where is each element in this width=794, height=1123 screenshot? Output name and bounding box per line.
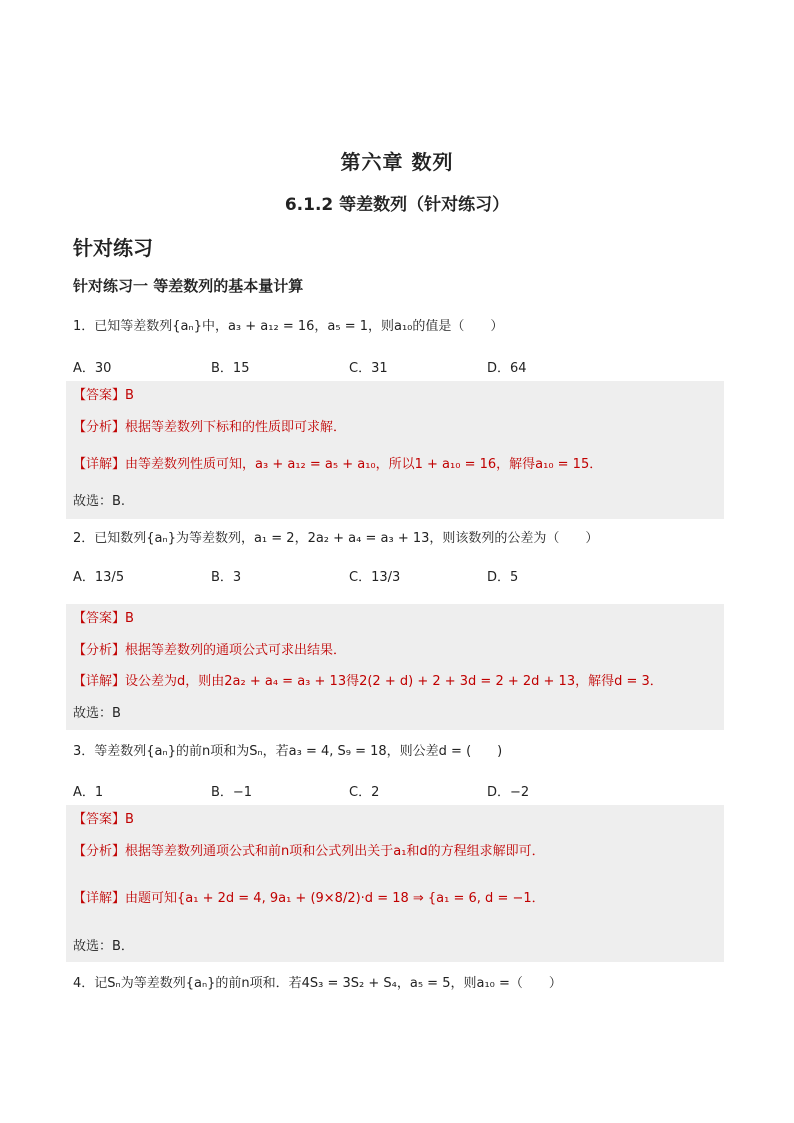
question-1-solution bbox=[66, 381, 724, 519]
analysis-label: 【分析】 bbox=[73, 844, 126, 859]
q2-analysis-line bbox=[73, 642, 346, 660]
q3-answer-line bbox=[73, 811, 134, 829]
q1-option-d: D．64 bbox=[487, 361, 527, 376]
analysis-label: 【分析】 bbox=[73, 420, 126, 435]
question-1-options bbox=[73, 357, 633, 376]
q1-analysis: 根据等差数列下标和的性质即可求解． bbox=[125, 420, 347, 435]
q2-option-c: C．13/3 bbox=[349, 570, 401, 585]
q3-conclusion: 故选：B． bbox=[73, 939, 134, 954]
q2-conclusion: 故选：B bbox=[73, 706, 121, 721]
q1-detail-line bbox=[73, 456, 602, 474]
q3-option-d: D．−2 bbox=[487, 785, 530, 800]
q2-answer: B bbox=[125, 611, 134, 626]
q3-answer: B bbox=[125, 812, 134, 827]
lesson-title: 6.1.2 等差数列（针对练习） bbox=[284, 195, 510, 215]
q2-option-b: B．3 bbox=[211, 570, 242, 585]
q1-answer: B bbox=[125, 388, 134, 403]
detail-label: 【详解】 bbox=[73, 891, 126, 906]
q1-option-b: B．15 bbox=[211, 361, 250, 376]
detail-label: 【详解】 bbox=[73, 674, 126, 689]
q3-analysis-line bbox=[73, 843, 545, 861]
q2-option-a: A．13/5 bbox=[73, 570, 125, 585]
question-3-text: 3．等差数列{aₙ}的前n项和为Sₙ，若a₃ = 4, S₉ = 18，则公差d = ( ) bbox=[73, 744, 503, 759]
question-4-text: 4．记Sₙ为等差数列{aₙ}的前n项和．若4S₃ = 3S₂ + S₄，a₅ = 5，则a₁₀ =（ ） bbox=[73, 976, 562, 991]
q1-detail: 由等差数列性质可知，a₃ + a₁₂ = a₅ + a₁₀，所以1 + a₁₀ = 16，解得a₁₀ = 15． bbox=[125, 457, 603, 472]
q1-answer-line bbox=[73, 387, 134, 405]
q1-option-c: C．31 bbox=[349, 361, 388, 376]
question-2-solution bbox=[66, 604, 724, 730]
analysis-label: 【分析】 bbox=[73, 643, 126, 658]
question-2-options bbox=[73, 566, 633, 585]
q1-analysis-line bbox=[73, 419, 346, 437]
q2-detail-line bbox=[73, 673, 663, 691]
q3-option-b: B．−1 bbox=[211, 785, 253, 800]
question-3-options bbox=[73, 781, 633, 800]
answer-label: 【答案】 bbox=[73, 812, 126, 827]
q3-detail-line bbox=[73, 890, 545, 908]
q2-answer-line bbox=[73, 610, 134, 628]
answer-label: 【答案】 bbox=[73, 388, 126, 403]
q3-option-a: A．1 bbox=[73, 785, 104, 800]
q2-detail: 设公差为d，则由2a₂ + a₄ = a₃ + 13得2(2 + d) + 2 + 3d = 2 + 2d + 13，解得d = 3． bbox=[125, 674, 663, 689]
q1-conclusion: 故选：B. bbox=[73, 494, 126, 509]
question-2-text: 2．已知数列{aₙ}为等差数列，a₁ = 2，2a₂ + a₄ = a₃ + 13，则该数列的公差为（ ） bbox=[73, 531, 599, 546]
q2-option-d: D．5 bbox=[487, 570, 519, 585]
q3-option-c: C．2 bbox=[349, 785, 380, 800]
question-1-text: 1．已知等差数列{aₙ}中，a₃ + a₁₂ = 16，a₅ = 1，则a₁₀的值是（ ） bbox=[73, 319, 504, 334]
q3-analysis: 根据等差数列通项公式和前n项和公式列出关于a₁和d的方程组求解即可． bbox=[125, 844, 545, 859]
section-heading: 针对练习 bbox=[73, 236, 153, 260]
chapter-title: 第六章 数列 bbox=[340, 150, 454, 174]
answer-label: 【答案】 bbox=[73, 611, 126, 626]
q1-option-a: A．30 bbox=[73, 361, 112, 376]
question-3-solution bbox=[66, 805, 724, 962]
q2-analysis: 根据等差数列的通项公式可求出结果． bbox=[125, 643, 347, 658]
subsection-heading: 针对练习一 等差数列的基本量计算 bbox=[73, 277, 304, 295]
q3-detail: 由题可知{a₁ + 2d = 4, 9a₁ + (9×8/2)·d = 18 ⇒ {a₁ = 6, d = −1． bbox=[125, 891, 545, 906]
detail-label: 【详解】 bbox=[73, 457, 126, 472]
